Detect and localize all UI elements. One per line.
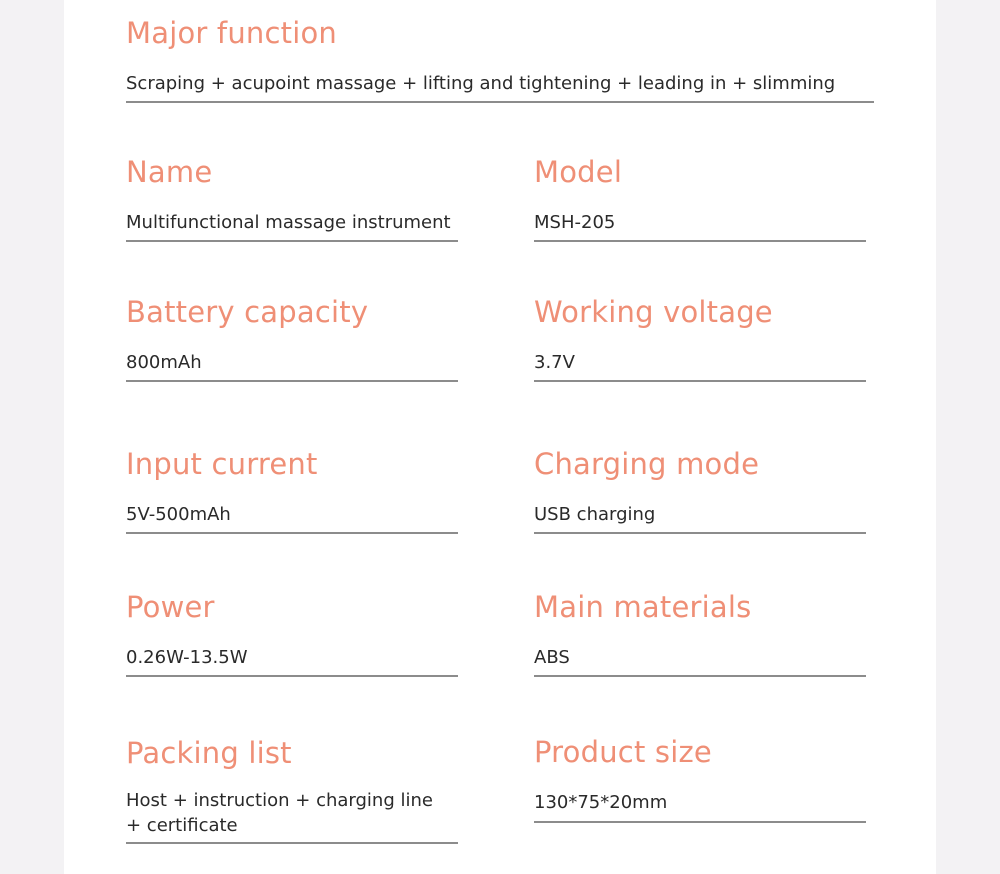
model-underline bbox=[534, 240, 866, 242]
main-materials-value: ABS bbox=[534, 647, 570, 668]
main-materials-underline bbox=[534, 675, 866, 677]
charging-mode-field bbox=[534, 432, 866, 536]
name-label: Name bbox=[126, 155, 213, 189]
major-function-value: Scraping + acupoint massage + lifting and tightening + leading in + slimming bbox=[126, 73, 836, 94]
power-value: 0.26W-13.5W bbox=[126, 647, 248, 668]
major-function-underline bbox=[126, 101, 874, 103]
charging-mode-value: USB charging bbox=[534, 504, 656, 525]
name-underline bbox=[126, 240, 458, 242]
model-label: Model bbox=[534, 155, 623, 189]
product-size-field bbox=[534, 720, 866, 824]
packing-list-value-line1: Host + instruction + charging line bbox=[126, 790, 433, 811]
name-value: Multifunctional massage instrument bbox=[126, 212, 451, 233]
working-voltage-underline bbox=[534, 380, 866, 382]
product-size-value: 130*75*20mm bbox=[534, 792, 668, 813]
packing-list-field bbox=[126, 720, 458, 850]
main-materials-label: Main materials bbox=[534, 590, 752, 624]
input-current-label: Input current bbox=[126, 447, 318, 481]
major-function-label: Major function bbox=[126, 16, 337, 50]
product-size-underline bbox=[534, 821, 866, 823]
packing-list-underline bbox=[126, 842, 458, 844]
major-function-field bbox=[126, 0, 874, 104]
model-value: MSH-205 bbox=[534, 212, 616, 233]
input-current-underline bbox=[126, 532, 458, 534]
name-field bbox=[126, 140, 458, 244]
working-voltage-value: 3.7V bbox=[534, 352, 575, 373]
model-field bbox=[534, 140, 866, 244]
working-voltage-field bbox=[534, 280, 866, 384]
charging-mode-underline bbox=[534, 532, 866, 534]
power-label: Power bbox=[126, 590, 215, 624]
battery-capacity-label: Battery capacity bbox=[126, 295, 369, 329]
working-voltage-label: Working voltage bbox=[534, 295, 773, 329]
main-materials-field bbox=[534, 575, 866, 679]
battery-capacity-underline bbox=[126, 380, 458, 382]
packing-list-label: Packing list bbox=[126, 736, 292, 770]
product-size-label: Product size bbox=[534, 735, 712, 769]
spec-sheet bbox=[64, 0, 936, 874]
charging-mode-label: Charging mode bbox=[534, 447, 760, 481]
power-underline bbox=[126, 675, 458, 677]
packing-list-value-line2: + certificate bbox=[126, 815, 238, 836]
battery-capacity-field bbox=[126, 280, 458, 384]
battery-capacity-value: 800mAh bbox=[126, 352, 202, 373]
input-current-field bbox=[126, 432, 458, 536]
power-field bbox=[126, 575, 458, 679]
input-current-value: 5V-500mAh bbox=[126, 504, 231, 525]
